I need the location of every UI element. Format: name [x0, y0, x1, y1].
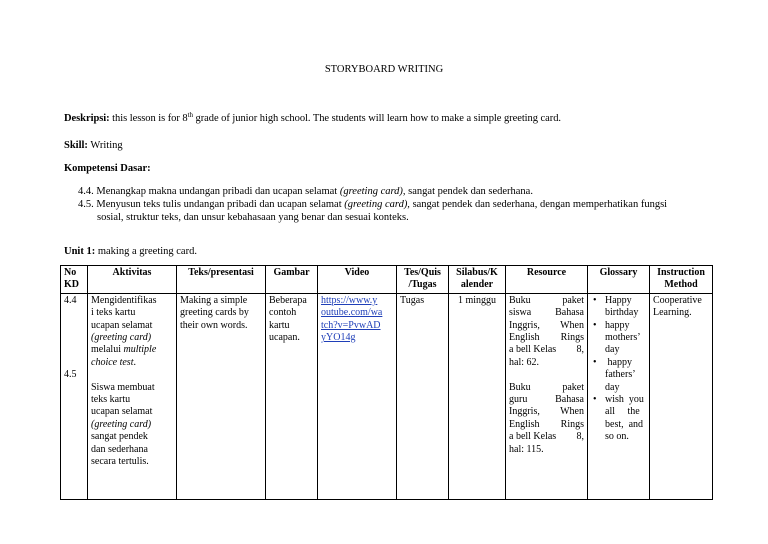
header-glossary: Glossary — [588, 266, 650, 294]
glossary-line: mothers’ — [605, 332, 641, 344]
cell-glossary — [588, 293, 650, 499]
header-resource: Resource — [506, 266, 588, 294]
res-b-left: Inggris, — [509, 406, 540, 418]
skill-value: Writing — [87, 140, 123, 151]
description-sup: th — [187, 111, 193, 119]
res-a-left: a bell Kelas — [509, 344, 557, 356]
header-silabus-line2: alender — [460, 279, 494, 291]
res-b-right: Bahasa — [555, 394, 584, 406]
k2-text: 4.5. Menyusun teks tulis undangan pribadi dan ucapan selamat — [78, 199, 345, 210]
akt-a-line: ucapan selamat — [91, 319, 153, 331]
glossary-line: • wish you — [605, 394, 644, 406]
glossary-line: day — [605, 344, 620, 356]
table-row — [61, 293, 713, 499]
res-a-left: English — [509, 332, 540, 344]
cell-aktivitas — [88, 293, 177, 499]
akt-b-line: Siswa membuat — [91, 381, 155, 393]
header-video: Video — [318, 266, 397, 294]
header-gambar: Gambar — [266, 266, 318, 294]
k1-italic: (greeting card), — [339, 186, 406, 197]
header-instruction — [650, 266, 713, 294]
header-instr-line2: Method — [664, 279, 698, 291]
skill-label: Skill: — [64, 140, 88, 151]
res-a-left: Buku — [509, 294, 531, 306]
cell-silabus: 1 minggu — [449, 293, 506, 499]
res-b-hal: hal: 115. — [509, 443, 544, 455]
k2-text-rest: sangat pendek dan sederhana, dengan memperhatikan fungsi — [409, 199, 668, 210]
cell-gambar — [266, 293, 318, 499]
page-title: STORYBOARD WRITING — [324, 64, 444, 75]
akt-b-line: dan sederhana — [91, 443, 148, 455]
header-tes — [397, 266, 449, 294]
res-b-row — [509, 431, 584, 443]
skill-line — [64, 140, 123, 151]
instr-line: Learning. — [653, 307, 692, 319]
video-link-line[interactable]: outube.com/wa — [321, 307, 383, 319]
gambar-line: contoh — [269, 307, 297, 319]
res-a-row — [509, 332, 584, 344]
instr-line: Cooperative — [653, 294, 702, 306]
k1-text: 4.4. Menangkap makna undangan pribadi dan ucapan selamat — [78, 186, 340, 197]
res-a-row — [509, 295, 584, 307]
description-text: this lesson is for 8 — [109, 113, 188, 124]
header-silabus — [449, 266, 506, 294]
description-line — [64, 113, 561, 124]
res-a-row — [509, 307, 584, 319]
cell-video — [318, 293, 397, 499]
res-b-row — [509, 382, 584, 394]
res-b-row — [509, 406, 584, 418]
res-a-right: paket — [562, 294, 584, 306]
gambar-line: Beberapa — [269, 294, 307, 306]
res-b-left: a bell Kelas — [509, 431, 557, 443]
cell-instruction — [650, 293, 713, 499]
cell-teks — [177, 293, 266, 499]
kompetensi-item-4-5-cont: sosial, struktur teks, dan unsur kebahasaan yang benar dan sesuai konteks. — [97, 212, 409, 223]
akt-b-line: ucapan selamat — [91, 406, 153, 418]
video-link-line[interactable]: https://www.y — [321, 294, 378, 306]
akt-b-line: secara tertulis. — [91, 456, 149, 468]
header-aktivitas: Aktivitas — [88, 266, 177, 294]
akt-a-melalui: melalui — [91, 344, 124, 356]
glossary-line: birthday — [605, 307, 639, 319]
header-teks: Teks/presentasi — [177, 266, 266, 294]
k1-text-rest: sangat pendek dan sederhana. — [405, 186, 533, 197]
akt-b-line: sangat pendek — [91, 431, 148, 443]
res-a-left: siswa — [509, 307, 532, 319]
description-text-rest: grade of junior high school. The students will learn how to make a simple greeting card. — [192, 113, 561, 124]
glossary-list — [591, 295, 646, 444]
res-a-hal: hal: 62. — [509, 356, 539, 368]
glossary-line: fathers’ — [605, 369, 636, 381]
res-a-right: 8, — [576, 344, 584, 356]
res-b-left: guru — [509, 394, 528, 406]
header-silabus-line1: Silabus/K — [456, 267, 498, 278]
res-a-left: Inggris, — [509, 319, 540, 331]
res-b-right: paket — [562, 381, 584, 393]
akt-a-melalui-line — [91, 344, 173, 356]
unit-value: making a greeting card. — [95, 246, 197, 257]
cell-resource — [506, 293, 588, 499]
res-b-row — [509, 394, 584, 406]
akt-a-line: Mengidentifikas — [91, 294, 157, 306]
video-link-line[interactable]: tch?v=PvwAD — [321, 319, 381, 331]
akt-b-line: teks kartu — [91, 394, 131, 406]
glossary-line: day — [605, 381, 620, 393]
header-instr-line1: Instruction — [657, 267, 705, 278]
kompetensi-item-4-5 — [78, 199, 667, 210]
no-4-5: 4.5 — [64, 369, 77, 381]
kompetensi-heading — [64, 163, 151, 174]
kompetensi-item-4-4 — [78, 186, 533, 197]
glossary-line: best, and — [605, 418, 644, 430]
gambar-line: ucapan. — [269, 332, 300, 344]
teks-line: their own words. — [180, 319, 248, 331]
glossary-item — [605, 394, 646, 444]
res-a-row — [509, 344, 584, 356]
res-a-right: Bahasa — [555, 307, 584, 319]
akt-a-dot: . — [133, 356, 136, 368]
res-b-left: English — [509, 418, 540, 430]
akt-a-choice: choice test — [91, 356, 134, 368]
akt-a-line: i teks kartu — [91, 307, 136, 319]
res-a-right: When — [560, 319, 584, 331]
gambar-line: kartu — [269, 319, 290, 331]
res-b-right: 8, — [576, 431, 584, 443]
kompetensi-label: Kompetensi Dasar: — [64, 163, 151, 174]
header-tes-line2: /Tugas — [408, 279, 437, 291]
glossary-line: all the — [605, 406, 640, 418]
table-header-row — [61, 266, 713, 294]
glossary-item — [605, 295, 646, 320]
res-b-right: When — [560, 406, 584, 418]
res-b-row — [509, 419, 584, 431]
glossary-line: • Happy — [605, 294, 632, 306]
header-no-line2: KD — [64, 279, 79, 291]
res-a-row — [509, 320, 584, 332]
glossary-item — [605, 320, 646, 357]
res-a-right: Rings — [560, 332, 584, 344]
cell-tes: Tugas — [397, 293, 449, 499]
video-link-line[interactable]: yYO14g — [321, 332, 356, 344]
akt-b-italic: (greeting card) — [91, 418, 152, 430]
header-no — [61, 266, 88, 294]
header-tes-line1: Tes/Quis — [404, 267, 441, 278]
cell-no — [61, 293, 88, 499]
akt-a-multiple: multiple — [123, 344, 157, 356]
res-b-left: Buku — [509, 381, 531, 393]
teks-line: greeting cards by — [180, 307, 249, 319]
no-4-4: 4.4 — [64, 294, 77, 306]
unit-label: Unit 1: — [64, 246, 96, 257]
glossary-item — [605, 357, 646, 394]
res-b-right: Rings — [560, 418, 584, 430]
k2-italic: (greeting card), — [344, 199, 410, 210]
teks-line: Making a simple — [180, 294, 248, 306]
glossary-line: • happy — [605, 356, 632, 368]
unit-line — [64, 246, 197, 257]
description-label: Deskripsi: — [64, 113, 110, 124]
header-no-line1: No — [64, 267, 77, 278]
video-link[interactable] — [321, 295, 393, 345]
glossary-line: • happy — [605, 319, 630, 331]
glossary-line: so on. — [605, 431, 629, 443]
akt-a-italic: (greeting card) — [91, 332, 152, 344]
storyboard-table — [60, 265, 713, 500]
akt-a-choice-line — [91, 357, 173, 369]
